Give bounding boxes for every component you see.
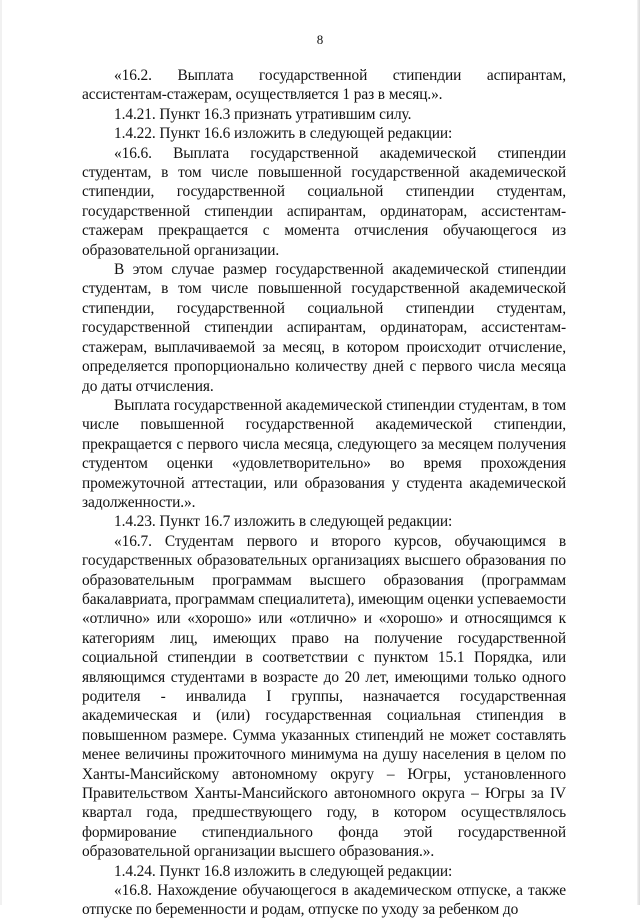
paragraph-stipend-termination: Выплата государственной академической стипендии студентам, в том числе повышенной государственной академической стипендии, прекращается с первого числа месяца, следующего за месяцем получения студентом оценки «удовлетворительно» во время прохождения промежуточной аттестации, или образования у студента академической задолженности.».	[82, 396, 566, 511]
paragraph-16-7: «16.7. Студентам первого и второго курсов, обучающимся в государственных образовательных организациях высшего образования по образовательным программам высшего образования (программам бакалавриата, программам специалитета), имеющим оценки успеваемости «отлично» или «хорошо» или «отлично» и «хорошо» и относящимся к категориям лиц, имеющих право на получение государственной социальной стипендии в соответствии с пунктом 15.1 Порядка, или являющимся студентами в возрасте до 20 лет, имеющими только одного родителя - инвалида I группы, назначается государственная академическая и (или) государственная социальная стипендия в повышенном размере. Сумма указанных стипендий не может составлять менее величины прожиточного минимума на душу населения в целом по Ханты-Мансийскому автономному округу – Югры, установленного Правительством Ханты-Мансийского автономного округа – Югры за IV квартал года, предшествующего году, в котором осуществлялось формирование стипендиального фонда этой государственной образовательной организации высшего образования.».	[82, 532, 566, 861]
document-body	[82, 66, 566, 920]
page-number: 8	[316, 32, 324, 47]
scan-edge-left	[0, 0, 2, 905]
paragraph-1-4-22: 1.4.22. Пункт 16.6 изложить в следующей редакции:	[114, 125, 453, 143]
paragraph-stipend-size: В этом случае размер государственной академической стипендии студентам, в том числе повышенной государственной академической стипендии, государственной социальной стипендии студентам, государственной стипендии аспирантам, ординаторам, ассистентам-стажерам, выплачиваемой за месяц, в котором происходит отчисление, определяется пропорционально количеству дней с первого числа месяца до даты отчисления.	[82, 261, 566, 395]
paragraph-1-4-23: 1.4.23. Пункт 16.7 изложить в следующей редакции:	[114, 513, 453, 531]
paragraph-1-4-24: 1.4.24. Пункт 16.8 изложить в следующей редакции:	[114, 862, 453, 880]
paragraph-1-4-21: 1.4.21. Пункт 16.3 признать утратившим силу.	[114, 105, 412, 123]
paragraph-16-8: «16.8. Нахождение обучающегося в академическом отпуске, а также отпуске по беременности и родам, отпуске по уходу за ребенком до	[82, 882, 566, 919]
paragraph-16-2: «16.2. Выплата государственной стипендии аспирантам, ассистентам-стажерам, осуществляется 1 раз в месяц.».	[82, 67, 566, 104]
paragraph-16-6: «16.6. Выплата государственной академической стипендии студентам, в том числе повышенной государственной академической стипендии, государственной социальной стипендии студентам, государственной стипендии аспирантам, ординаторам, ассистентам-стажерам прекращается с момента отчисления обучающегося из образовательной организации.	[82, 144, 566, 259]
